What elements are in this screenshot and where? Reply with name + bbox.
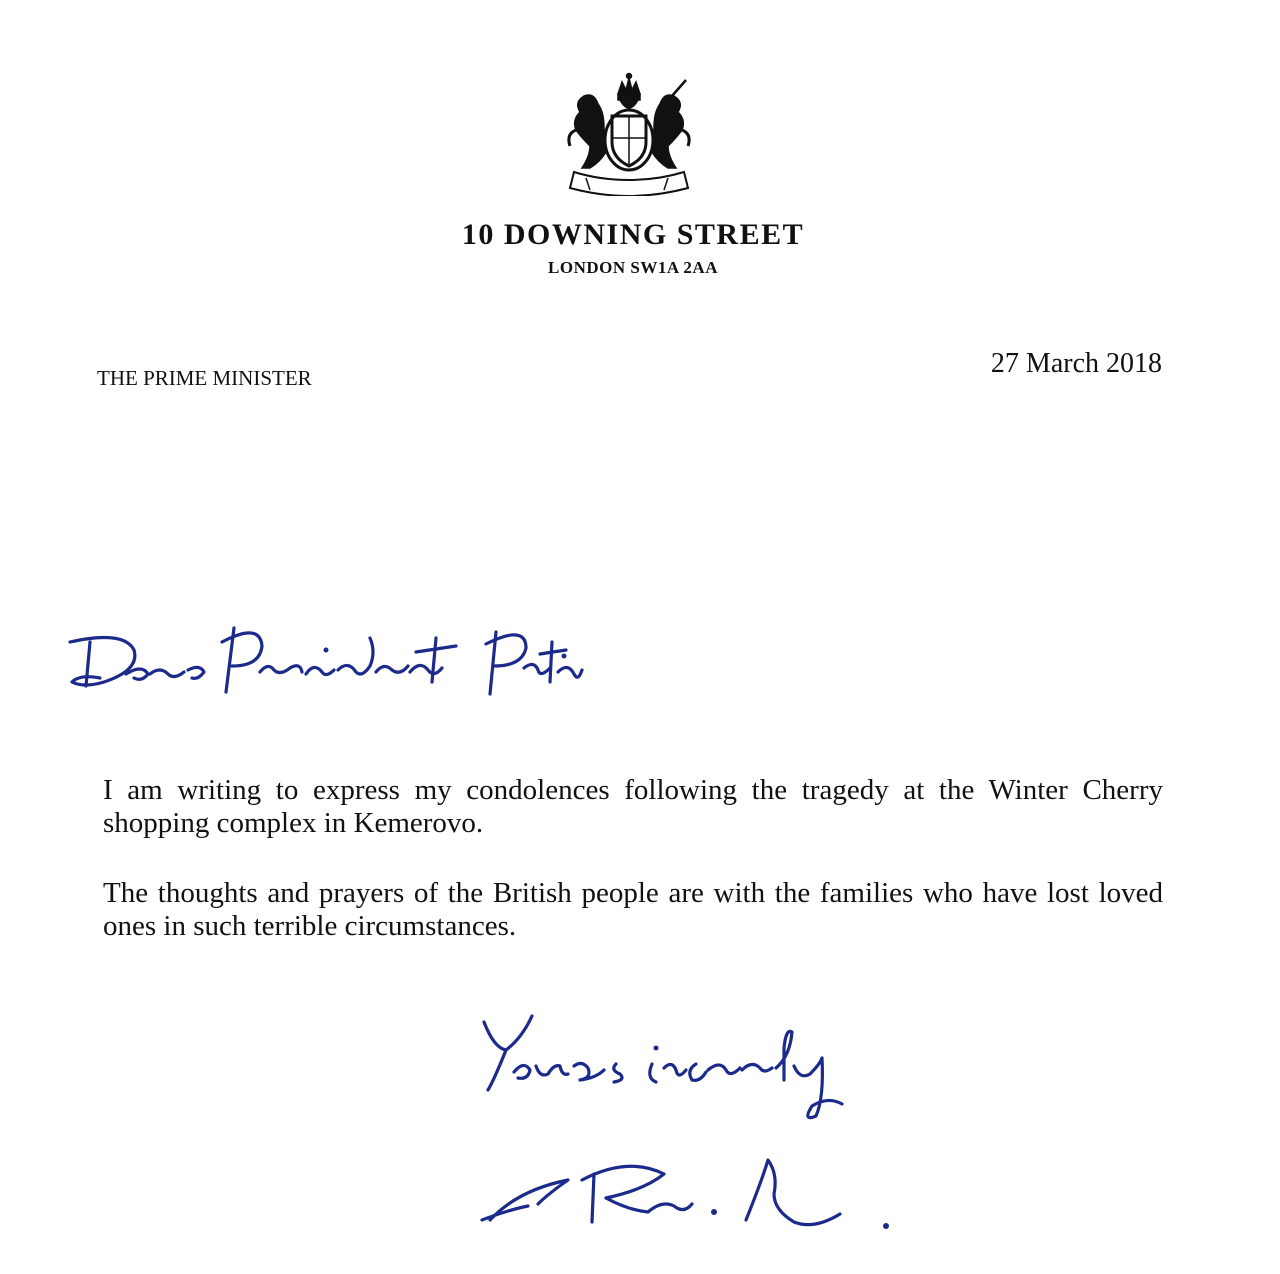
letterhead-address-street: 10 DOWNING STREET [461,218,805,251]
royal-coat-of-arms-icon [560,72,698,196]
body-paragraph: The thoughts and prayers of the British people are with the families who have lost loved ones in such terrible circumstances. [103,877,1163,942]
body-paragraph: I am writing to express my condolences following the tragedy at the Winter Cherry shopping complex in Kemerovo. [103,774,1163,839]
letter-date: 27 March 2018 [990,348,1162,379]
letterhead-address-city: LONDON SW1A 2AA [548,258,718,277]
letter-body [103,774,1163,980]
handwritten-signature [478,1150,918,1250]
handwritten-salutation [64,612,584,712]
sender-title: THE PRIME MINISTER [97,366,312,390]
handwritten-closing [470,1008,860,1128]
